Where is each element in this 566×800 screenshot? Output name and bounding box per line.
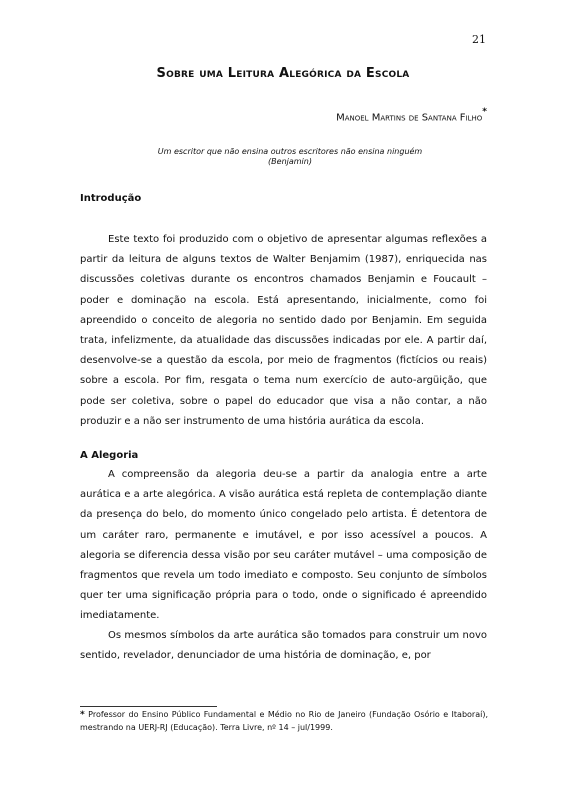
author-line (336, 109, 487, 123)
section-paragraph: A compreensão da alegoria deu-se a partir da analogia entre a arte aurática e a arte alegórica. A visão aurática está repleta de contemplação diante da presença do belo, do momento único congelado pelo artista. É detentora de um caráter raro, permanente e imutável, e por isso acessível a poucos. A alegoria se diferencia dessa visão por seu caráter mutável – uma composição de fragmentos que revela um todo imediato e composto. Seu conjunto de símbolos quer ter uma significação própria para o todo, onde o significado é apreendido imediatamente. (80, 469, 487, 622)
section-paragraph: Os mesmos símbolos da arte aurática são tomados para construir um novo sentido, revelador, denunciador de uma história de dominação, e, por (80, 630, 487, 662)
epigraph-source: (Benjamin) (268, 157, 312, 166)
epigraph-quote: Um escritor que não ensina outros escritores não ensina ninguém (157, 147, 423, 156)
article-title: Sobre uma Leitura Alegórica da Escola (156, 66, 410, 81)
section-paragraph: Este texto foi produzido com o objetivo de apresentar algumas reflexões a partir da leitura de alguns textos de Walter Benjamim (1987), enriquecida nas discussões coletivas durante os encontros chamados Benjamin e Foucault – poder e dominação na escola. Está apresentando, inicialmente, como foi apreendido o conceito de alegoria no sentido dado por Benjamin. Em seguida trata, infelizmente, da atualidade das discussões indicadas por ele. A partir daí, desenvolve-se a questão da escola, por meio de fragmentos (fictícios ou reais) sobre a escola. Por fim, resgata o tema num exercício de auto-argüição, que pode ser coletiva, sobre o papel do educador que visa a não contar, a não produzir e a não ser instrumento de uma história aurática da escola. (80, 234, 487, 427)
footnote-divider (80, 706, 217, 707)
footnote-mark: * (80, 710, 85, 720)
epigraph (140, 147, 440, 167)
author-name: Manoel Martins de Santana Filho (336, 112, 483, 124)
page-number: 21 (472, 33, 486, 46)
footnote (80, 709, 488, 734)
author-footnote-mark: * (482, 107, 487, 117)
footnote-text: Professor do Ensino Público Fundamental e Médio no Rio de Janeiro (Fundação Osório e Itaboraí), mestrando na UERJ-RJ (Educação). Terra Livre, nº 14 – jul/1999. (80, 710, 488, 732)
section-heading-alegoria: A Alegoria (80, 450, 139, 461)
section-heading-introducao: Introdução (80, 193, 142, 204)
